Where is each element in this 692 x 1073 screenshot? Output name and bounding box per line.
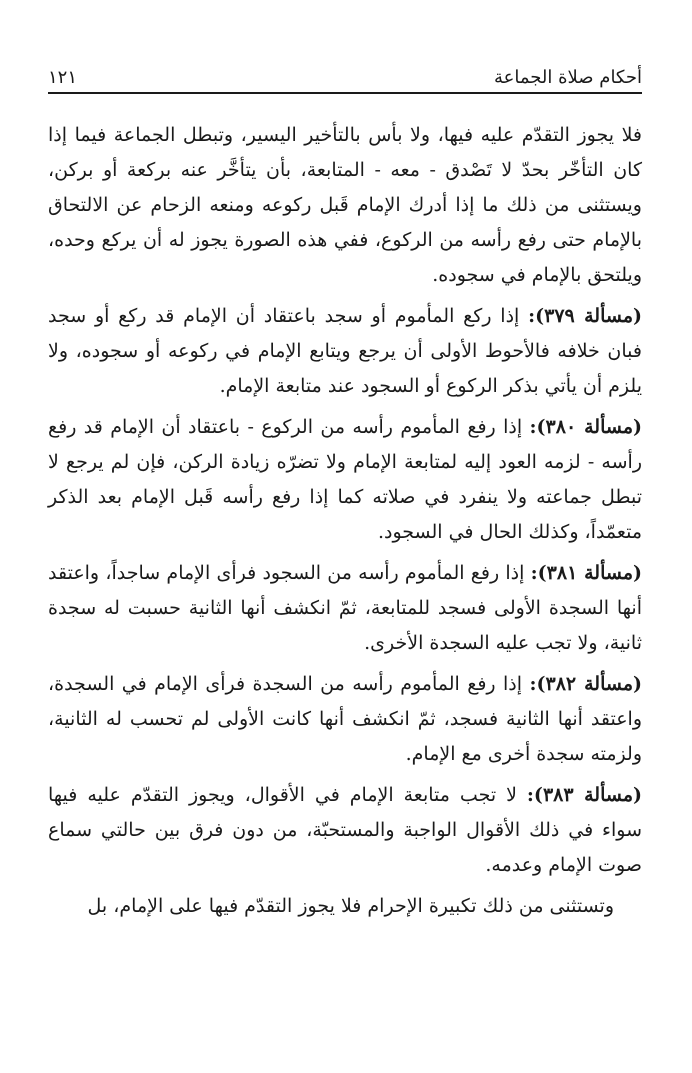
paragraph-text: إذا رفع المأموم رأسه من الركوع - باعتقاد أن الإمام قد رفع رأسه - لزمه العود إليه لمتابعة الإمام ولا تضرّه زيادة الركن، فإن لم يرجع لا تبطل جماعته ولا ينفرد في صلاته كما إذا رفع رأسه قَبل الإمام بعد الذكر متعمّداً، وكذلك الحال في السجود. (48, 416, 642, 543)
issue-label: (مسألة ٣٨٠): (529, 416, 642, 438)
body-text (48, 118, 642, 924)
running-title: أحكام صلاة الجماعة (494, 66, 642, 88)
page-number: ١٢١ (48, 66, 78, 88)
paragraph (48, 889, 642, 924)
paragraph-text: لا تجب متابعة الإمام في الأقوال، ويجوز التقدّم عليه فيها سواء في ذلك الأقوال الواجبة والمستحبّة، من دون فرق بين حالتي سماع صوت الإمام وعدمه. (48, 784, 642, 876)
paragraph-text: وتستثنى من ذلك تكبيرة الإحرام فلا يجوز التقدّم فيها على الإمام، بل (87, 895, 614, 917)
paragraph (48, 778, 642, 883)
page-header (48, 62, 642, 94)
issue-label: (مسألة ٣٨٣): (526, 784, 642, 806)
issue-label: (مسألة ٣٨١): (530, 562, 642, 584)
paragraph (48, 299, 642, 404)
paragraph (48, 118, 642, 293)
paragraph-text: إذا رفع المأموم رأسه من السجدة فرأى الإمام في السجدة، واعتقد أنها الثانية فسجد، ثمّ انكشف أنها كانت الأولى لم تحسب له الثانية، ولزمته سجدة أخرى مع الإمام. (48, 673, 642, 765)
issue-label: (مسألة ٣٨٢): (529, 673, 643, 695)
paragraph (48, 667, 642, 772)
paragraph (48, 556, 642, 661)
issue-label: (مسألة ٣٧٩): (528, 305, 642, 327)
paragraph (48, 410, 642, 550)
paragraph-text: إذا ركع المأموم أو سجد باعتقاد أن الإمام قد ركع أو سجد فبان خلافه فالأحوط الأولى أن يرجع ويتابع الإمام في ركوعه أو سجوده، ولا يلزم أن يأتي بذكر الركوع أو السجود عند متابعة الإمام. (48, 305, 642, 397)
paragraph-text: فلا يجوز التقدّم عليه فيها، ولا بأس بالتأخير اليسير، وتبطل الجماعة فيما إذا كان التأخّر بحدّ لا تَصْدق - معه - المتابعة، بأن يتأخَّر عنه بركعة أو بركن، ويستثنى من ذلك ما إذا أدرك الإمام قَبل ركوعه ومنعه الزحام عن الالتحاق بالإمام حتى رفع رأسه من الركوع، ففي هذه الصورة يجوز له أن يركع وحده، ويلتحق بالإمام في سجوده. (48, 124, 642, 286)
paragraph-text: إذا رفع المأموم رأسه من السجود فرأى الإمام ساجداً، واعتقد أنها السجدة الأولى فسجد للمتابعة، ثمّ انكشف أنها الثانية حسبت له سجدة ثانية، ولا تجب عليه السجدة الأخرى. (48, 562, 642, 654)
